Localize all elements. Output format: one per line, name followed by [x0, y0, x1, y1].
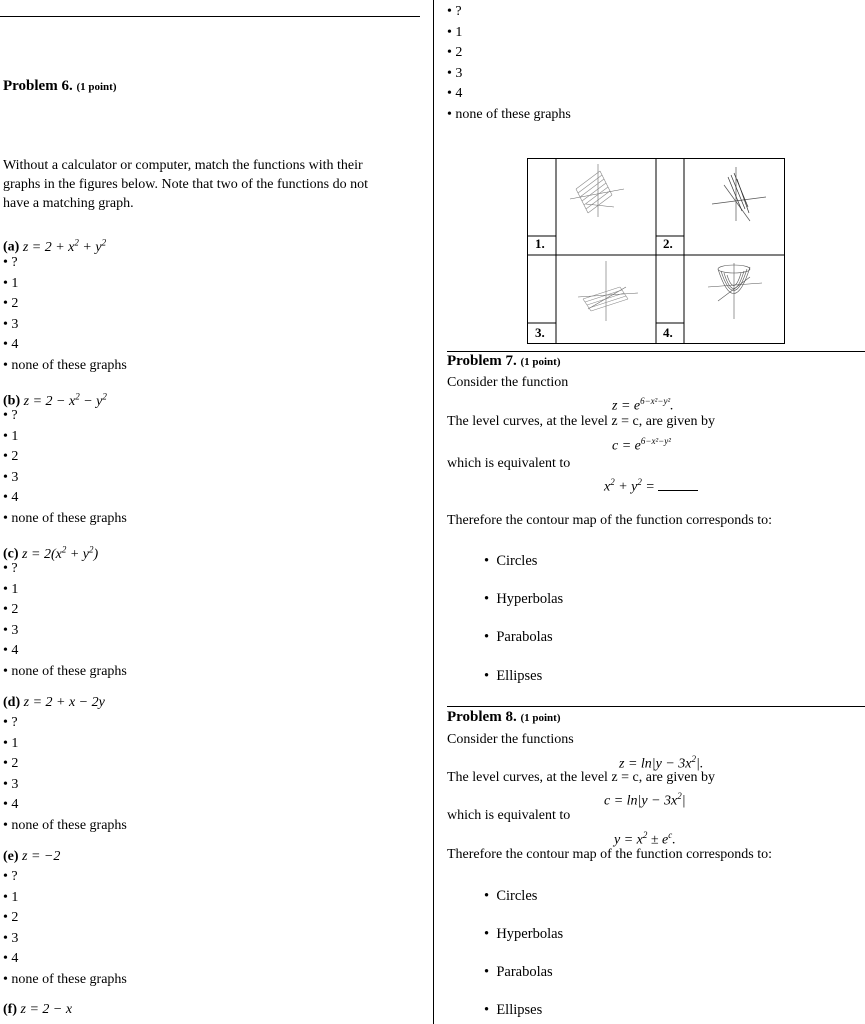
part-e-choice[interactable]: • 3: [3, 930, 19, 946]
part-c-choice[interactable]: • 3: [3, 622, 19, 638]
top-right-choice[interactable]: • 4: [447, 86, 463, 101]
problem7-title: Problem 7.: [447, 353, 517, 369]
part-e-heading: [3, 848, 60, 866]
part-f-label: (f): [3, 1002, 17, 1017]
part-a-choice[interactable]: • 2: [3, 296, 19, 311]
graph-figure: [527, 158, 785, 344]
part-f-heading: [3, 1001, 72, 1019]
part-e-expr: z = −2: [22, 849, 61, 864]
part-d-expr: z = 2 + x − 2y: [23, 695, 105, 710]
problem7-therefore: Therefore the contour map of the function corresponds to:: [447, 513, 773, 528]
top-right-choice[interactable]: • ?: [447, 4, 462, 19]
problem8-title: Problem 8.: [447, 709, 517, 725]
part-d-choice[interactable]: • 4: [3, 797, 19, 812]
part-f-expr: z = 2 − x: [20, 1002, 73, 1017]
part-b-label: (b): [3, 393, 21, 409]
graph-4-paraboloid: [708, 263, 762, 319]
part-b-heading: [3, 387, 107, 411]
problem8-option-ellipses[interactable]: • Ellipses: [484, 1002, 543, 1018]
problem7-consider: Consider the function: [447, 375, 569, 390]
problem8-rule: [447, 706, 865, 707]
top-right-choice[interactable]: • none of these graphs: [447, 106, 571, 122]
part-a-choice[interactable]: • 1: [3, 275, 19, 291]
part-b-choice[interactable]: • ?: [3, 408, 18, 423]
top-left-rule: [0, 16, 420, 17]
part-c-choice[interactable]: • 1: [3, 581, 19, 597]
part-d-choice[interactable]: • ?: [3, 715, 18, 730]
problem8-option-hyperbolas[interactable]: • Hyperbolas: [484, 926, 564, 942]
problem8-consider: Consider the functions: [447, 732, 574, 747]
part-d-choice[interactable]: • none of these graphs: [3, 817, 127, 833]
part-d-label: (d): [3, 695, 21, 710]
problem7-eq1: $z = e^{6-x^2-y^2}$.: [612, 396, 674, 414]
problem7-eq2: $c = e^{6-x^2-y^2}$: [612, 436, 671, 454]
graph-label-1: 1.: [535, 236, 545, 251]
problem8-option-circles[interactable]: • Circles: [484, 888, 538, 904]
problem7-option-ellipses[interactable]: • Ellipses: [484, 668, 543, 684]
problem7-heading: [447, 352, 561, 371]
problem8-level-line: The level curves, at the level z = c, are given by: [447, 770, 715, 785]
top-right-choice[interactable]: • 2: [447, 45, 463, 60]
graph-label-4: 4.: [663, 325, 673, 340]
problem7-level-line: The level curves, at the level z = c, are given by: [447, 414, 715, 429]
part-b-choice[interactable]: • 1: [3, 428, 19, 444]
part-d-choice[interactable]: • 2: [3, 756, 19, 771]
part-a-choice[interactable]: • 4: [3, 337, 19, 352]
part-a-choice[interactable]: • ?: [3, 255, 18, 270]
part-a-heading: [3, 233, 106, 257]
problem8-points: (1 point): [520, 712, 561, 724]
part-c-expr: $z = 2(x^2 + y^2)$: [22, 544, 99, 562]
part-a-choice[interactable]: • none of these graphs: [3, 357, 127, 373]
graph-label-2: 2.: [663, 236, 673, 251]
part-d-choice[interactable]: • 1: [3, 735, 19, 751]
graph-label-3: 3.: [535, 325, 545, 340]
problem7-answer-blank[interactable]: [658, 478, 698, 491]
problem8-eq2: $c = \ln|y - 3x^2|$: [604, 791, 686, 809]
part-b-choice[interactable]: • 4: [3, 490, 19, 505]
problem7-option-circles[interactable]: • Circles: [484, 553, 538, 569]
part-e-choice[interactable]: • 2: [3, 910, 19, 925]
problem8-eq1: $z = \ln|y - 3x^2|$.: [619, 754, 704, 772]
part-c-choice[interactable]: • 4: [3, 643, 19, 658]
part-a-expr: $z = 2 + x^2 + y^2$: [22, 237, 107, 255]
problem6-points: (1 point): [76, 81, 117, 93]
problem6-heading: [3, 77, 117, 96]
top-right-choice[interactable]: • 3: [447, 65, 463, 81]
problem6-intro-line2: graphs in the figures below. Note that two of the functions do not: [3, 177, 368, 192]
problem7-equivalent: which is equivalent to: [447, 456, 571, 471]
part-b-choice[interactable]: • 2: [3, 449, 19, 464]
part-a-label: (a): [3, 239, 20, 255]
graph-1-plane: [570, 164, 624, 217]
problem8-heading: [447, 708, 561, 727]
part-b-choice[interactable]: • none of these graphs: [3, 510, 127, 526]
problem7-option-hyperbolas[interactable]: • Hyperbolas: [484, 591, 564, 607]
column-divider: [433, 0, 434, 1024]
graph-figure-svg: [528, 159, 784, 343]
part-e-choice[interactable]: • ?: [3, 869, 18, 884]
problem8-eq3: $y = x^2 \pm e^c$.: [614, 830, 676, 848]
part-d-heading: [3, 694, 105, 712]
problem8-equivalent: which is equivalent to: [447, 808, 571, 823]
problem7-option-parabolas[interactable]: • Parabolas: [484, 629, 553, 645]
part-c-choice[interactable]: • ?: [3, 561, 18, 576]
problem7-points: (1 point): [520, 356, 561, 368]
graph-2-plane: [712, 167, 766, 221]
part-c-label: (c): [3, 546, 19, 562]
part-c-choice[interactable]: • none of these graphs: [3, 663, 127, 679]
part-e-label: (e): [3, 849, 19, 864]
part-a-choice[interactable]: • 3: [3, 316, 19, 332]
part-e-choice[interactable]: • none of these graphs: [3, 971, 127, 987]
problem8-option-parabolas[interactable]: • Parabolas: [484, 964, 553, 980]
graph-3-plane: [578, 261, 638, 321]
part-e-choice[interactable]: • 4: [3, 951, 19, 966]
part-c-choice[interactable]: • 2: [3, 602, 19, 617]
part-e-choice[interactable]: • 1: [3, 889, 19, 905]
part-d-choice[interactable]: • 3: [3, 776, 19, 792]
top-right-choice[interactable]: • 1: [447, 24, 463, 40]
problem7-eq3: $x^2 + y^2$ =: [604, 473, 698, 497]
part-b-expr: $z = 2 - x^2 - y^2$: [23, 391, 107, 409]
part-b-choice[interactable]: • 3: [3, 469, 19, 485]
problem6-intro-line3: have a matching graph.: [3, 196, 134, 211]
problem8-therefore: Therefore the contour map of the function corresponds to:: [447, 847, 773, 862]
problem6-intro-line1: Without a calculator or computer, match the functions with their: [3, 158, 363, 173]
problem6-title: Problem 6.: [3, 78, 73, 94]
